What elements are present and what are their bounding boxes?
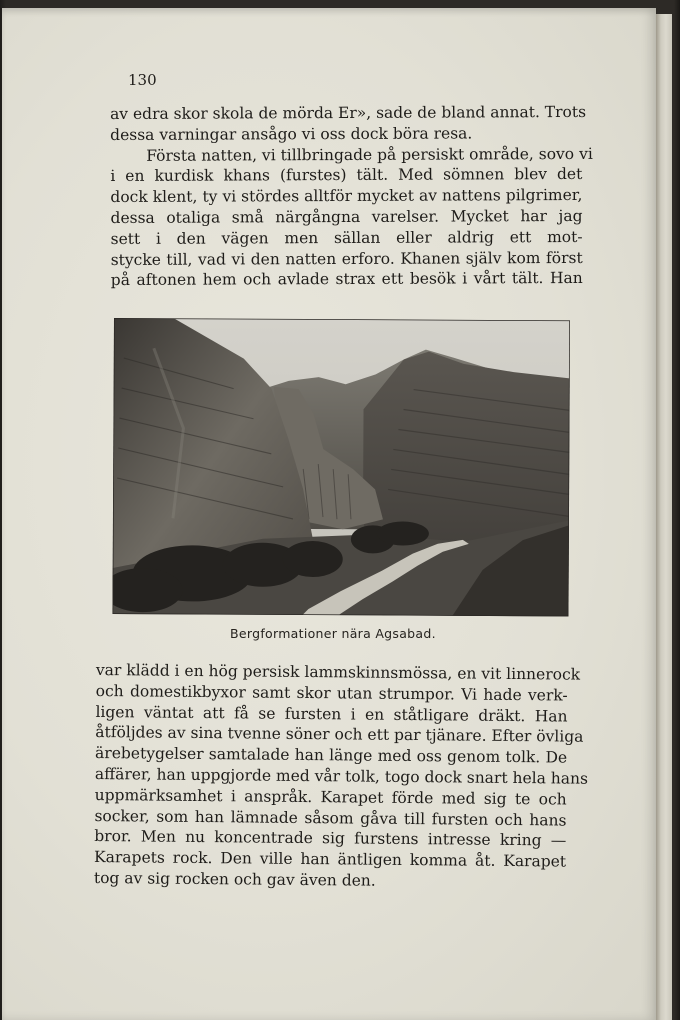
photo-caption: Bergformationer nära Agsabad.	[230, 626, 436, 641]
text-line: dessa otaliga små närgångna varelser. Mycket har jag	[110, 206, 583, 227]
next-page-edge	[656, 14, 672, 1020]
text-line: på aftonen hem och avlade strax ett besök i vårt tält. Han	[110, 269, 583, 290]
text-line: Första natten, vi tillbringade på persiskt område, sovo vi	[146, 144, 593, 165]
text-line: sett i den vägen men sällan eller aldrig ett mot-	[110, 227, 583, 248]
text-line: ligen väntat att få se fursten i en ståtligare dräkt. Han	[95, 702, 568, 726]
text-line: av edra skor skola de mörda Er», sade de bland annat. Trots	[110, 102, 587, 123]
book-page	[2, 8, 656, 1020]
page-number: 130	[128, 71, 157, 89]
text-line: uppmärksamhet i anspråk. Karapet förde med sig te och	[94, 785, 567, 809]
text-line: åtföljdes av sina tvenne söner och ett par tjänare. Efter övliga	[95, 723, 584, 747]
mountain-photograph	[112, 318, 570, 616]
text-line: Karapets rock. Den ville han äntligen komma åt. Karapet	[94, 848, 567, 871]
bottom-paragraph	[93, 660, 589, 893]
text-line: socker, som han lämnade såsom gåva till fursten och hans	[94, 806, 567, 830]
text-line: affärer, han uppgjorde med vår tolk, togo dock snart hela hans	[94, 764, 589, 788]
text-line: bror. Men nu koncentrade sig furstens intresse kring —	[94, 827, 567, 850]
text-line: dessa varningar ansågo vi oss dock böra resa.	[110, 124, 473, 144]
text-line: ärebetygelser samtalade han länge med oss genom tolk. De	[95, 744, 568, 767]
text-line: stycke till, vad vi den natten erforo. Khanen själv kom först	[110, 248, 583, 269]
text-line: och domestikbyxor samt skor utan strumpor. Vi hade verk-	[95, 681, 568, 705]
text-line: dock klent, ty vi stördes alltför mycket av nattens pilgrimer,	[110, 186, 583, 207]
text-line: var klädd i en hög persisk lammskinnsmössa, en vit linnerock	[95, 660, 581, 684]
top-paragraphs	[110, 102, 593, 291]
text-line: i en kurdisk khans (furstes) tält. Med sömnen blev det	[110, 165, 583, 186]
text-line: tog av sig rocken och gav även den.	[93, 868, 376, 890]
